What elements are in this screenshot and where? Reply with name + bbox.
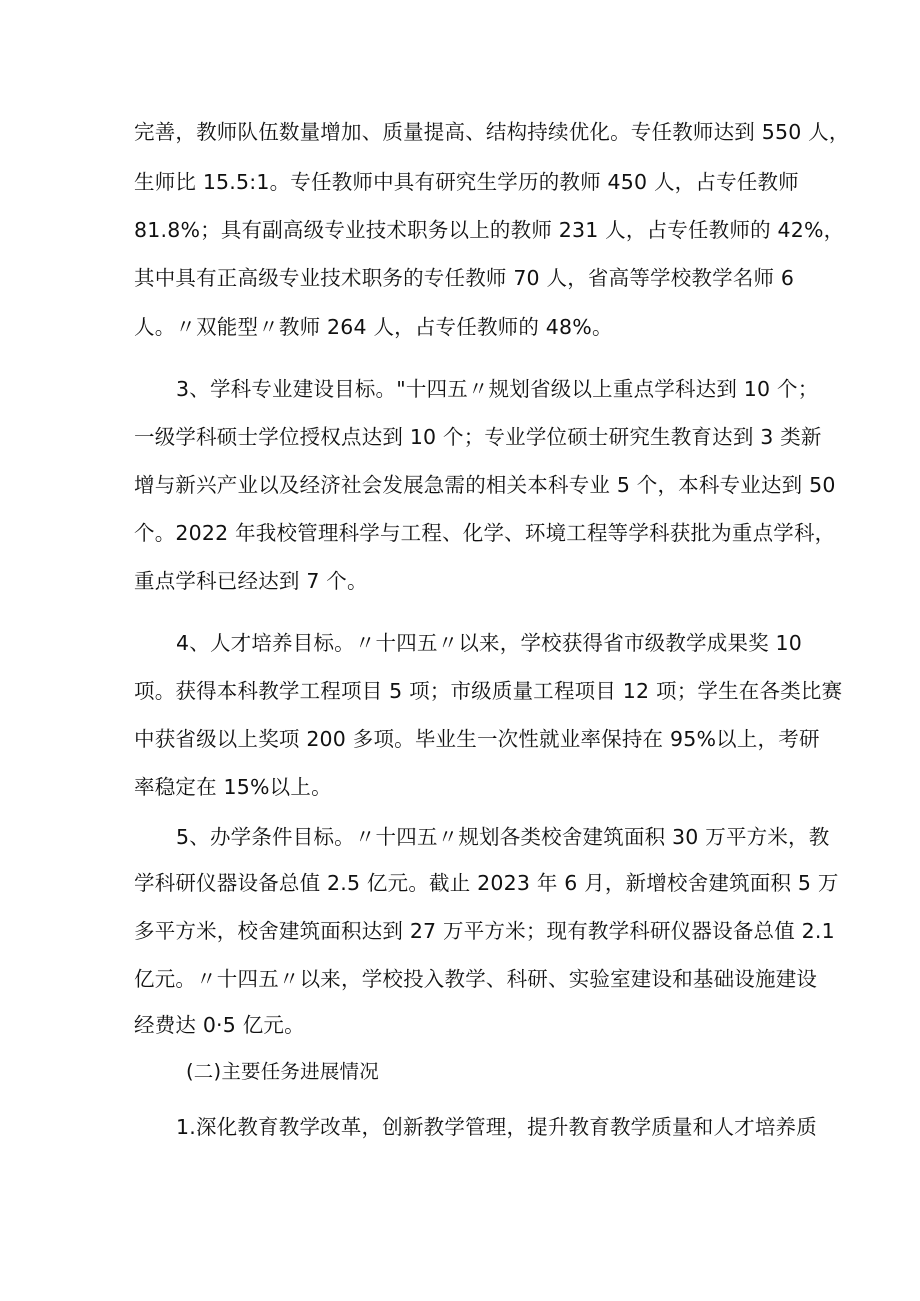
paragraph-conditions-line-4: 亿元。〃十四五〃以来，学校投入教学、科研、实验室建设和基础设施建设 bbox=[134, 967, 818, 991]
paragraph-teachers-line-1: 完善，教师队伍数量增加、质量提高、结构持续优化。专任教师达到 550 人， bbox=[134, 120, 850, 144]
paragraph-talent-line-2: 项。获得本科教学工程项目 5 项；市级质量工程项目 12 项；学生在各类比赛 bbox=[134, 679, 843, 703]
paragraph-disciplines-line-2: 一级学科硕士学位授权点达到 10 个；专业学位硕士研究生教育达到 3 类新 bbox=[134, 425, 822, 449]
paragraph-conditions-line-2: 学科研仪器设备总值 2.5 亿元。截止 2023 年 6 月，新增校舍建筑面积 5 万 bbox=[134, 871, 839, 895]
paragraph-conditions-line-5: 经费达 0·5 亿元。 bbox=[134, 1013, 305, 1037]
paragraph-disciplines-line-3: 增与新兴产业以及经济社会发展急需的相关本科专业 5 个，本科专业达到 50 bbox=[134, 473, 836, 497]
paragraph-conditions-line-1: 5、办学条件目标。〃十四五〃规划各类校舍建筑面积 30 万平方米，教 bbox=[176, 825, 830, 849]
paragraph-talent-line-1: 4、人才培养目标。〃十四五〃以来，学校获得省市级教学成果奖 10 bbox=[176, 631, 803, 655]
paragraph-teachers-line-4: 其中具有正高级专业技术职务的专任教师 70 人，省高等学校教学名师 6 bbox=[134, 266, 795, 290]
paragraph-conditions-line-3: 多平方米，校舍建筑面积达到 27 万平方米；现有教学科研仪器设备总值 2.1 bbox=[134, 919, 835, 943]
section-heading: (二)主要任务进展情况 bbox=[186, 1060, 379, 1083]
paragraph-talent-line-4: 率稳定在 15%以上。 bbox=[134, 775, 332, 799]
paragraph-teachers-line-2: 生师比 15.5:1。专任教师中具有研究生学历的教师 450 人，占专任教师 bbox=[134, 170, 799, 194]
paragraph-disciplines-line-5: 重点学科已经达到 7 个。 bbox=[134, 569, 368, 593]
paragraph-talent-line-3: 中获省级以上奖项 200 多项。毕业生一次性就业率保持在 95%以上，考研 bbox=[134, 727, 820, 751]
paragraph-task1-line-1: 1.深化教育教学改革，创新教学管理，提升教育教学质量和人才培养质 bbox=[176, 1115, 817, 1139]
paragraph-teachers-line-5: 人。〃双能型〃教师 264 人，占专任教师的 48%。 bbox=[134, 315, 613, 339]
paragraph-teachers-line-3: 81.8%；具有副高级专业技术职务以上的教师 231 人，占专任教师的 42%， bbox=[134, 218, 845, 242]
paragraph-disciplines-line-4: 个。2022 年我校管理科学与工程、化学、环境工程等学科获批为重点学科， bbox=[134, 521, 836, 545]
paragraph-disciplines-line-1: 3、学科专业建设目标。"十四五〃规划省级以上重点学科达到 10 个； bbox=[176, 377, 819, 401]
